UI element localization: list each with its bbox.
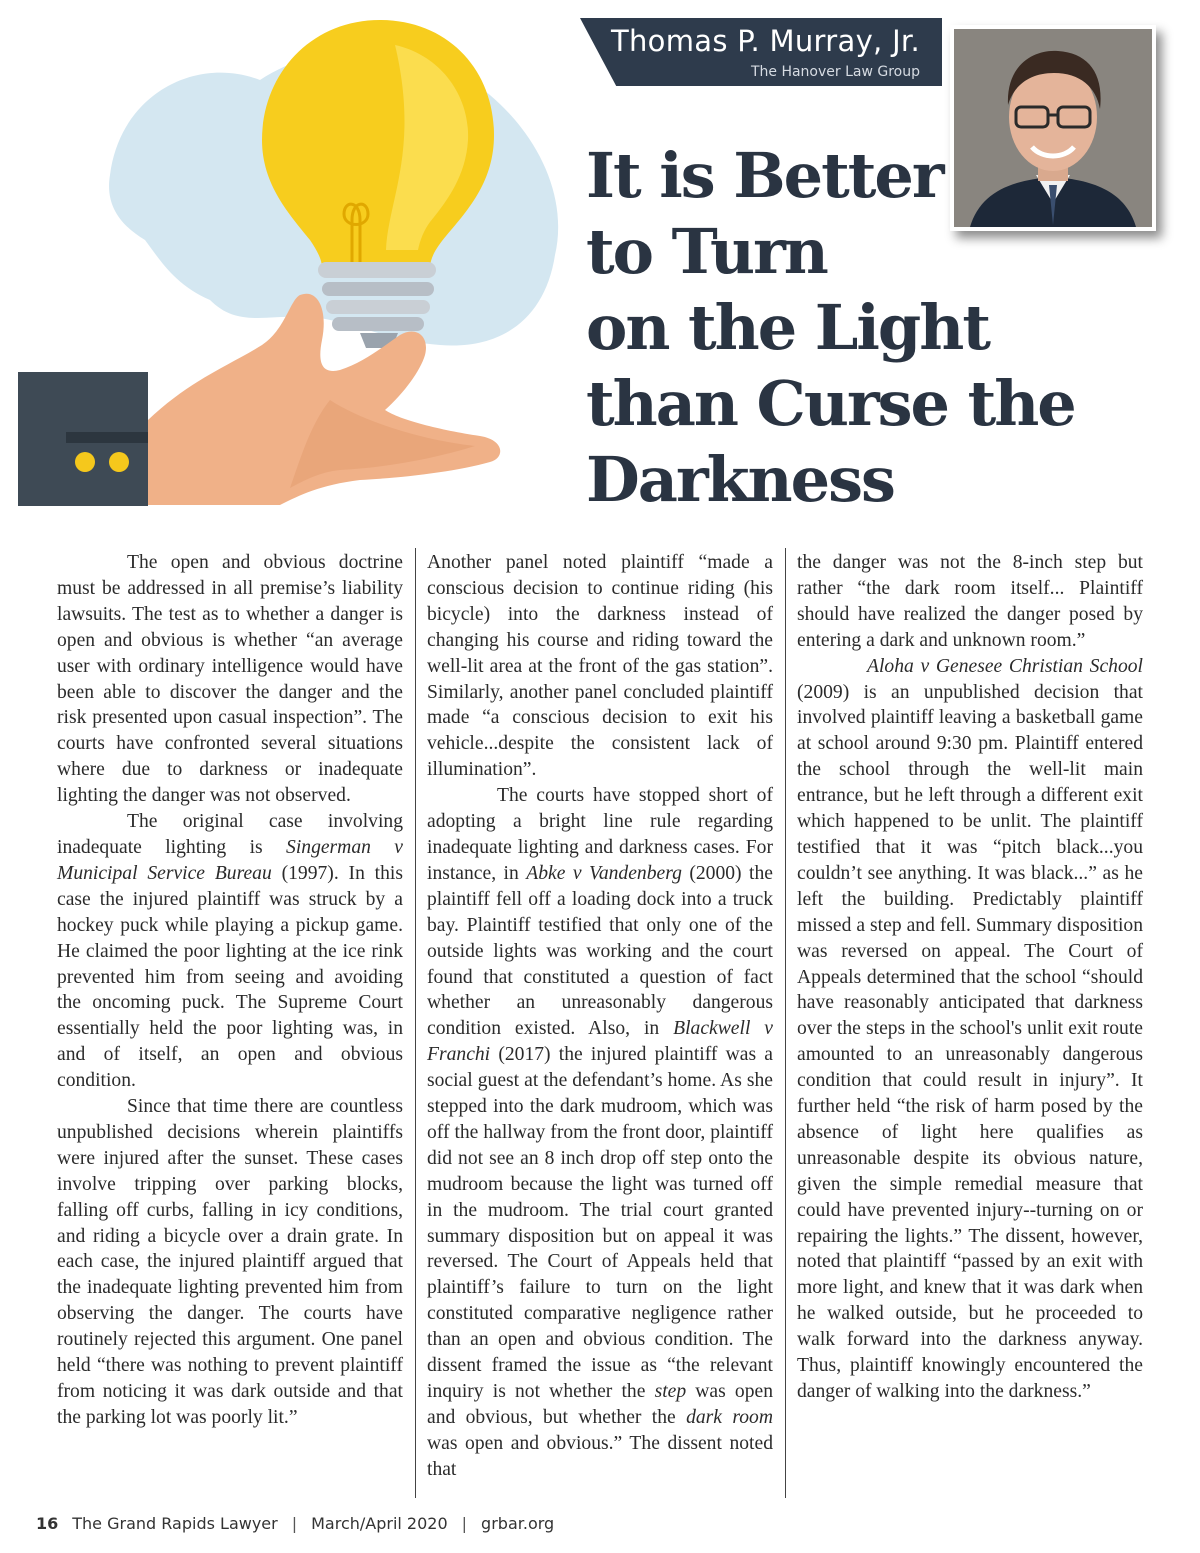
website-link[interactable]: grbar.org	[481, 1514, 555, 1533]
bulb-base	[318, 262, 436, 278]
case-citation: Blackwell v Franchi	[427, 1018, 774, 1066]
paragraph: Aloha v Genesee Christian School (2009) is an unpublished decision that involved plaintiff leaving a basketball game at school around 9:30 pm. Plaintiff entered the school through the well-lit main entrance, but he left through a different exit which happened to be unlit. The plaintiff testified that it was “pitch black...you couldn’t see anything. It was black...” as he left the building. Predictably plaintiff missed a step and fell. Summary disposition was reversed on appeal. The Court of Appeals determined that the school “should have reasonably anticipated that darkness over the steps in the school's unlit exit route amounted to an unreasonably dangerous condition that could result in injury”. It further held “the risk of harm posed by the absence of light here qualifies as unreasonable despite its obvious nature, given the simple remedial measure that could have prevented injury--turning on or repairing the lights.” The dissent, however, noted that plaintiff “passed by an exit with more light, and knew that it was dark when he walked outside, but he proceeded to walk forward into the darkness anyway. Thus, plaintiff knowingly encountered the danger of walking into the darkness.”	[797, 655, 1143, 1402]
case-citation: Abke v Vandenberg	[526, 862, 682, 884]
paragraph: The courts have stopped short of adopting a bright line rule regarding inadequate lighting and darkness cases. For instance, in Abke v Vandenberg (2000) the plaintiff fell off a loading dock into a truck bay. Plaintiff testified that only one of the outside lights was working and the court found that constituted a question of fact whether an unreasonably dangerous condition existed. Also, in Blackwell v Franchi (2017) the injured plaintiff was a social guest at the defendant’s home. As she stepped into the dark mudroom, which was off the hallway from the front door, plaintiff did not see an 8 inch drop off step onto the mudroom because the light was turned off in the mudroom. The trial court granted summary disposition but on appeal it was reversed. The Court of Appeals held that plaintiff’s failure to turn on the light constituted comparative negligence rather than an open and obvious condition. The dissent framed the issue as “the relevant inquiry is not whether the step was open and obvious, but whether the dark room was open and obvious.” The dissent noted that	[427, 785, 774, 1480]
paragraph: Another panel noted plaintiff “made a conscious decision to continue riding (his bicycle) into the darkness instead of changing his course and riding toward the well-lit area at the front of the gas station”. Similarly, another panel concluded plaintiff made “a conscious decision to exit his vehicle...despite the consistent lack of illumination”.	[427, 552, 773, 781]
column-divider-1	[415, 548, 416, 1498]
author-firm: The Hanover Law Group	[750, 64, 920, 80]
page-number: 16	[36, 1514, 59, 1533]
paragraph: Since that time there are countless unpublished decisions wherein plaintiffs were injured after the sunset. These cases involve tripping over parking blocks, falling off curbs, falling in icy conditions, and riding a bicycle over a drain grate. In each case, the injured plaintiff argued that the inadequate lighting prevented him from observing the danger. The courts have routinely rejected this argument. One panel held “there was nothing to prevent plaintiff from noticing it was dark outside and that the parking lot was poorly lit.”	[57, 1096, 403, 1428]
issue-date: March/April 2020	[311, 1514, 448, 1533]
lightbulb-in-hand-icon	[0, 0, 580, 520]
title-line-5: Darkness	[586, 443, 894, 516]
footer-separator: |	[291, 1514, 298, 1533]
footer-separator: |	[461, 1514, 468, 1533]
publication-name: The Grand Rapids Lawyer	[72, 1514, 278, 1533]
title-line-4: than Curse the	[586, 367, 1075, 440]
page-footer	[36, 1514, 554, 1533]
case-citation: Aloha v Genesee Christian School	[867, 655, 1143, 677]
emphasis: step	[654, 1381, 687, 1402]
article-column-2	[427, 550, 773, 1483]
paragraph: The original case involving inadequate lighting is Singerman v Municipal Service Bureau (1997). In this case the injured plaintiff was struck by a hockey puck while playing a pickup game. He claimed the poor lighting at the ice rink prevented him from seeing and avoiding the oncoming puck. The Supreme Court essentially held the poor lighting was, in and of itself, an open and obvious condition.	[57, 811, 404, 1092]
title-line-2: to Turn	[586, 215, 827, 288]
paragraph: The open and obvious doctrine must be addressed in all premise’s liability lawsuits. The test as to whether a danger is open and obvious is whether “an average user with ordinary intelligence would have been able to discover the danger and the risk presented upon casual inspection”. The courts have confronted several situations where due to darkness or inadequate lighting the danger was not observed.	[57, 552, 403, 807]
column-divider-2	[785, 548, 786, 1498]
author-name: Thomas P. Murray, Jr.	[610, 24, 920, 58]
title-line-1: It is Better	[586, 139, 943, 212]
cuff-button-2	[109, 452, 129, 472]
article-title	[586, 138, 1186, 518]
cuff-button-1	[75, 452, 95, 472]
article-column-3	[797, 550, 1143, 1405]
title-line-3: on the Light	[586, 291, 989, 364]
paragraph: the danger was not the 8-inch step but rather “the dark room itself... Plaintiff should have realized the danger posed by entering a dark and unknown room.”	[797, 552, 1143, 651]
article-column-1	[57, 550, 403, 1431]
case-citation: Singerman v Municipal Service Bureau	[57, 836, 404, 884]
emphasis: dark room	[686, 1406, 773, 1428]
